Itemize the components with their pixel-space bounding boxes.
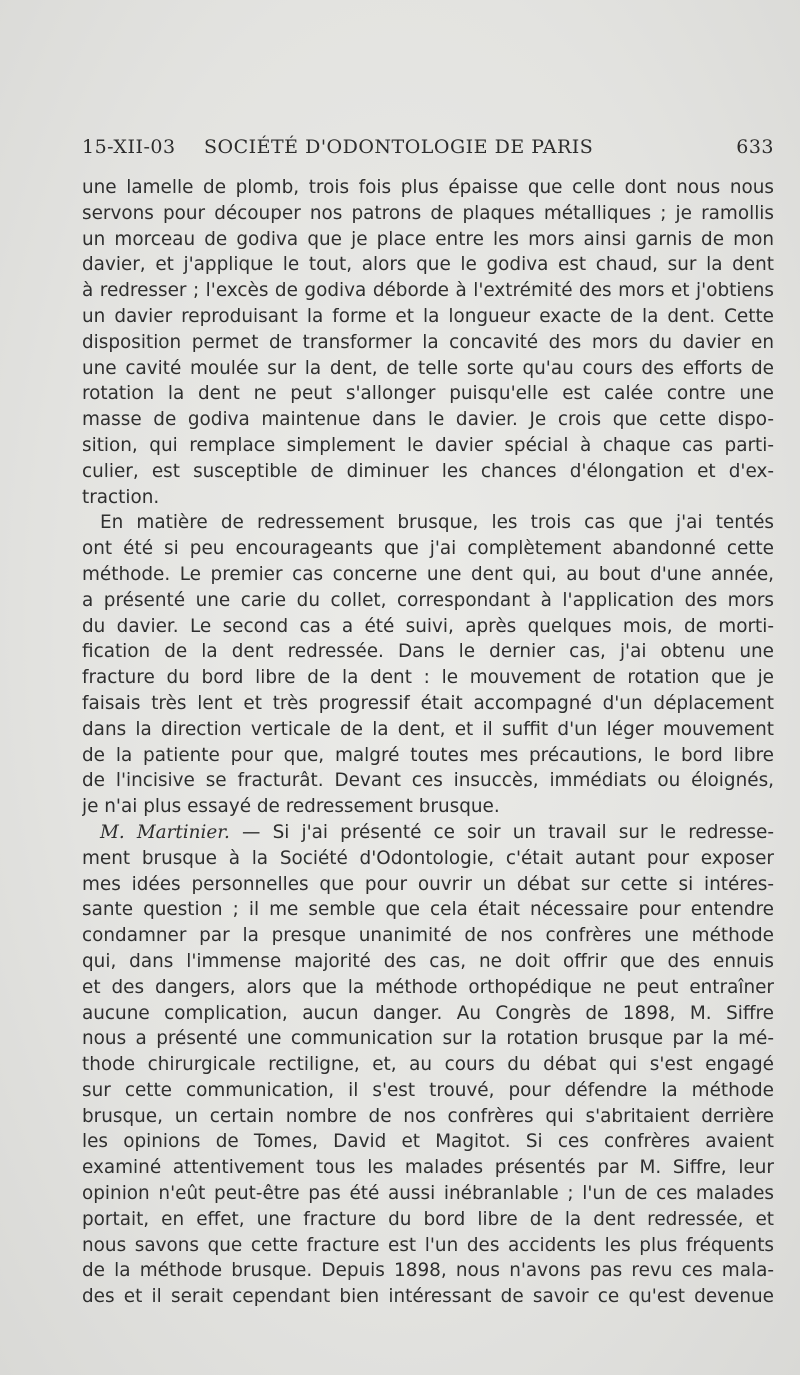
text-line: davier, et j'applique le tout, alors que le godiva est chaud, sur la dent (82, 254, 774, 276)
text-line: opinion n'eût peut-être pas été aussi inébranlable ; l'un de ces malades (82, 1183, 774, 1205)
text-line: nous savons que cette fracture est l'un des accidents les plus fréquents (82, 1234, 774, 1256)
text-line: sition, qui remplace simplement le davier spécial à chaque cas parti- (82, 434, 774, 456)
text-line: En matière de redressement brusque, les trois cas que j'ai tentés (100, 512, 774, 534)
body-text (82, 175, 774, 1310)
text-line: un morceau de godiva que je place entre les mors ainsi garnis de mon (82, 228, 774, 250)
text-line: ment brusque à la Société d'Odontologie, c'était autant pour exposer (82, 847, 774, 869)
speaker-name: M. Martinier. (100, 821, 230, 843)
text-line: a présenté une carie du collet, correspondant à l'application des mors (82, 589, 774, 611)
text-line: les opinions de Tomes, David et Magitot. Si ces confrères avaient (82, 1131, 774, 1153)
text-line: je n'ai plus essayé de redressement brusque. (82, 796, 500, 818)
text-line: rotation la dent ne peut s'allonger puisqu'elle est calée contre une (82, 383, 774, 405)
text-line: sur cette communication, il s'est trouvé, pour défendre la méthode (82, 1079, 774, 1101)
text-line: méthode. Le premier cas concerne une dent qui, au bout d'une année, (82, 563, 774, 585)
page-number: 633 (736, 136, 774, 158)
text-line: qui, dans l'immense majorité des cas, ne doit offrir que des ennuis (82, 950, 774, 972)
text-line: portait, en effet, une fracture du bord libre de la dent redressée, et (82, 1208, 774, 1230)
text-line: une lamelle de plomb, trois fois plus épaisse que celle dont nous nous (82, 177, 774, 198)
text-line: fication de la dent redressée. Dans le dernier cas, j'ai obtenu une (82, 641, 774, 663)
text-line: mes idées personnelles que pour ouvrir un débat sur cette si intéres- (82, 873, 774, 895)
text-line: culier, est susceptible de diminuer les chances d'élongation et d'ex- (82, 460, 774, 482)
text-line: sante question ; il me semble que cela était nécessaire pour entendre (82, 899, 774, 921)
text-line: de la patiente pour que, malgré toutes mes précautions, le bord libre (82, 744, 774, 766)
text-line: servons pour découper nos patrons de plaques métalliques ; je ramollis (82, 202, 774, 224)
text-line: dans la direction verticale de la dent, et il suffit d'un léger mouvement (82, 718, 774, 740)
text-line: une cavité moulée sur la dent, de telle sorte qu'au cours des efforts de (82, 357, 774, 379)
text-line: aucune complication, aucun danger. Au Congrès de 1898, M. Siffre (82, 1002, 774, 1024)
text-line: masse de godiva maintenue dans le davier. Je crois que cette dispo- (82, 409, 774, 431)
text-line: un davier reproduisant la forme et la longueur exacte de la dent. Cette (82, 305, 774, 327)
text-line: à redresser ; l'excès de godiva déborde à l'extrémité des mors et j'obtiens (82, 280, 774, 302)
header-date: 15-XII-03 (82, 136, 176, 158)
text-line: disposition permet de transformer la concavité des mors du davier en (82, 331, 774, 353)
text-line-content: — Si j'ai présenté ce soir un travail sur le redresse- (229, 821, 774, 843)
running-header (82, 136, 774, 168)
text-line: ont été si peu encourageants que j'ai complètement abandonné cette (82, 538, 774, 560)
text-line: des et il serait cependant bien intéressant de savoir ce qu'est devenue (82, 1286, 774, 1308)
header-title: SOCIÉTÉ D'ODONTOLOGIE DE PARIS (204, 136, 594, 158)
text-line: brusque, un certain nombre de nos confrères qui s'abritaient derrière (82, 1105, 774, 1127)
text-line: faisais très lent et très progressif était accompagné d'un déplacement (82, 692, 774, 714)
text-line: du davier. Le second cas a été suivi, après quelques mois, de morti- (82, 615, 774, 637)
text-line: et des dangers, alors que la méthode orthopédique ne peut entraîner (82, 976, 774, 998)
text-line: nous a présenté une communication sur la rotation brusque par la mé- (82, 1028, 774, 1050)
text-line: de la méthode brusque. Depuis 1898, nous n'avons pas revu ces mala- (82, 1260, 774, 1282)
text-line: thode chirurgicale rectiligne, et, au cours du débat qui s'est engagé (82, 1054, 774, 1076)
text-line: traction. (82, 486, 160, 508)
text-line: condamner par la presque unanimité de nos confrères une méthode (82, 925, 774, 947)
text-line: de l'incisive se fracturât. Devant ces insuccès, immédiats ou éloignés, (82, 770, 774, 792)
text-line: examiné attentivement tous les malades présentés par M. Siffre, leur (82, 1157, 774, 1179)
text-line (82, 820, 774, 846)
text-line: fracture du bord libre de la dent : le mouvement de rotation que je (82, 667, 774, 689)
